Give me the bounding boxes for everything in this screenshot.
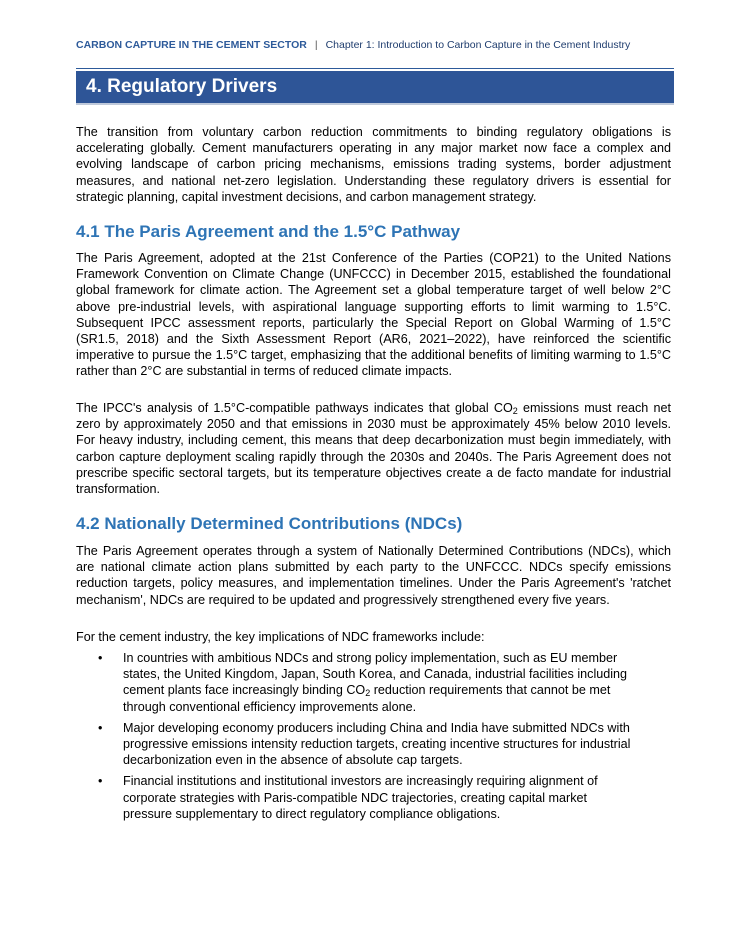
section-title: 4. Regulatory Drivers [86,76,278,97]
bullet-3-text: Financial institutions and institutional investors are increasingly requiring alignment of corporate strategies with Paris-compatible NDC trajectories, creating capital market pressure supplementary to direct regulatory compliance obligations. [123,774,598,821]
running-header [76,38,674,52]
ipcc-pathways-paragraph [76,400,671,497]
header-separator: | [314,39,318,51]
header-part-title: CARBON CAPTURE IN THE CEMENT SECTOR [76,39,307,51]
bullet-1-part-2: reduction requirements that cannot be met through conventional efficiency improvements alone. [123,683,611,714]
ndc-system-paragraph: The Paris Agreement operates through a system of Nationally Determined Contributions (NDCs), which are national climate action plans submitted by each party to the UNFCCC. NDCs specify emissions reduction targets, policy measures, and implementation timelines. Under the Paris Agreement's 'ratchet mechanism', NDCs are required to be updated and progressively strengthened every five years. [76,544,671,607]
ipcc-text-part-1: The IPCC's analysis of 1.5°C-compatible pathways indicates that global CO [76,401,513,415]
ipcc-text-part-2: emissions must reach net zero by approximately 2050 and that emissions in 2030 must be approximately 45% below 2010 levels. For heavy industry, including cement, this means that deep decarbonization must begin immediately, with carbon capture deployment scaling rapidly through the 2030s and 2040s. The Paris Agreement does not prescribe specific sectoral targets, but its temperature objectives create a de facto mandate for industrial transformation. [76,401,671,497]
bullet-2-text: Major developing economy producers including China and India have submitted NDCs with progressive emissions intensity reduction targets, creating incentive structures for industrial decarbonization even in the absence of absolute cap targets. [123,720,631,768]
ndc-implications-list [76,650,674,827]
intro-paragraph: The transition from voluntary carbon reduction commitments to binding regulatory obligations is accelerating globally. Cement manufacturers operating in any major market now face a complex and evolving landscape of carbon pricing mechanisms, emissions trading systems, border adjustment measures, and national net-zero legislation. Understanding these regulatory drivers is essential for strategic planning, capital investment decisions, and carbon management strategy. [76,125,671,204]
bullet-icon: • [98,651,103,665]
bullet-icon: • [98,774,103,789]
list-item [76,773,633,822]
subsection-heading-4-2: 4.2 Nationally Determined Contributions (NDCs) [76,514,463,533]
ndc-implications-intro: For the cement industry, the key implications of NDC frameworks include: [76,630,485,644]
bullet-1-part-1: In countries with ambitious NDCs and strong policy implementation, such as EU member states, the United Kingdom, Japan, South Korea, and Canada, industrial facilities including cement plants face increasingly binding CO [123,651,628,698]
list-item [76,650,633,715]
co2-subscript: 2 [512,406,518,416]
section-title-bar [76,71,674,105]
paris-agreement-paragraph: The Paris Agreement, adopted at the 21st Conference of the Parties (COP21) to the United Nations Framework Convention on Climate Change (UNFCCC) in December 2015, established the foundational global framework for climate action. The Agreement set a global temperature target of well below 2°C above pre-industrial levels, with aspirational language supporting efforts to limit warming to 1.5°C. Subsequent IPCC assessment reports, particularly the Special Report on Global Warming of 1.5°C (SR1.5, 2018) and the Sixth Assessment Report (AR6, 2021–2022), have reinforced the scientific imperative to pursue the 1.5°C target, emphasizing that the additional benefits of limiting warming to 1.5°C rather than 2°C are substantial in terms of reduced climate impacts. [76,251,671,379]
subsection-heading-4-1: 4.1 The Paris Agreement and the 1.5°C Pathway [76,222,461,241]
header-chapter-title: Chapter 1: Introduction to Carbon Capture in the Cement Industry [325,39,631,51]
list-item [76,720,633,769]
co2-subscript: 2 [365,688,371,699]
bullet-icon: • [98,720,103,735]
header-rule [76,68,674,69]
